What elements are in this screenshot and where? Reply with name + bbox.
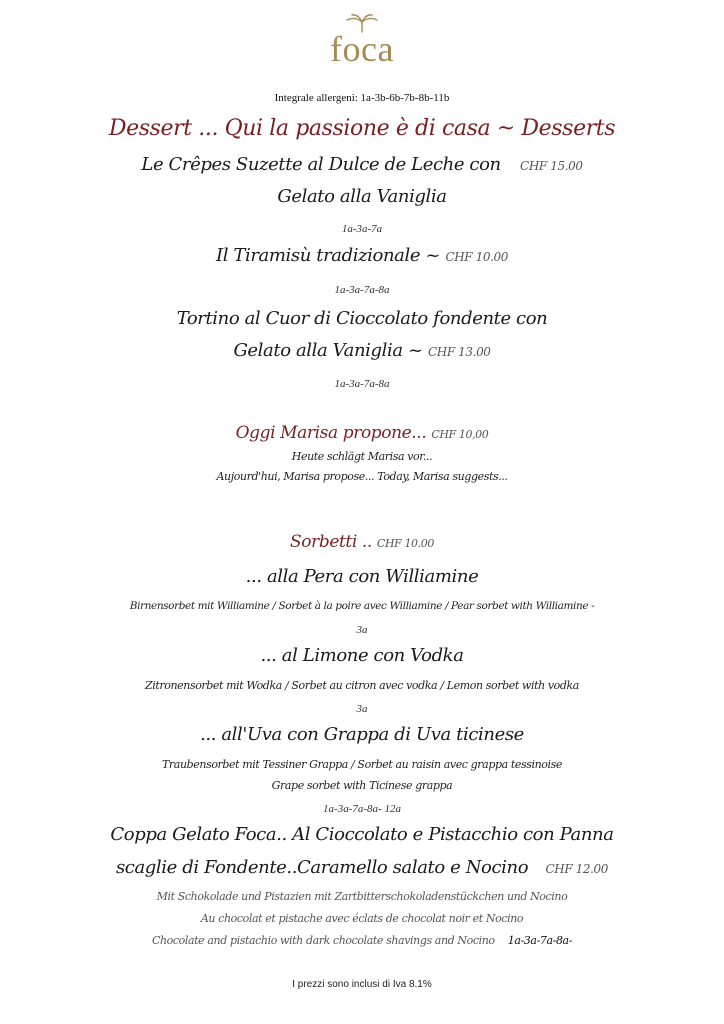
coppa-line-en: [0, 934, 724, 947]
sorbet-limone-translations: Zitronensorbet mit Wodka / Sorbet au citron avec vodka / Lemon sorbet with vodka: [145, 679, 579, 692]
sorbetti-section: [0, 532, 724, 552]
dish-price: CHF 15.00: [520, 159, 583, 173]
allergen-codes: 1a-3a-7a-8a: [334, 284, 390, 296]
coppa-line-fr: Au chocolat et pistache avec éclats de chocolat noir et Nocino: [200, 912, 524, 925]
coppa-line-en-text: Chocolate and pistachio with dark chocolate shavings and Nocino: [151, 934, 495, 947]
sorbet-uva-translations: Traubensorbet mit Tessiner Grappa / Sorbet au raisin avec grappa tessinoise: [162, 758, 562, 771]
dish-name: Il Tiramisù tradizionale ~: [215, 245, 441, 266]
coppa-gelato-foca-line2: [0, 857, 724, 878]
dish-price: CHF 10.00: [445, 250, 508, 264]
allergen-codes: 1a-3a-7a-8a-: [507, 934, 573, 947]
special-price: CHF 10,00: [431, 428, 489, 441]
integrale-allergens: Integrale allergeni: 1a-3b-6b-7b-8b-11b: [274, 92, 450, 104]
allergen-codes: 1a-3a-7a: [341, 223, 383, 235]
allergen-codes: 1a-3a-7a-8a: [334, 378, 390, 390]
sorbetti-price: CHF 10.00: [376, 537, 434, 550]
sorbetti-title: Sorbetti ..: [290, 532, 372, 552]
sorbet-uva: ... all'Uva con Grappa di Uva ticinese: [200, 724, 524, 745]
palm-icon: [330, 28, 394, 70]
coppa-gelato-foca: Coppa Gelato Foca.. Al Cioccolato e Pistacchio con Panna: [110, 824, 614, 845]
logo: [0, 28, 724, 70]
sorbet-pera: ... alla Pera con Williamine: [245, 566, 479, 587]
special-line-fr-en: Aujourd'hui, Marisa propose... Today, Marisa suggests...: [216, 470, 508, 483]
sorbet-pera-translations: Birnensorbet mit Williamine / Sorbet à la poire avec Williamine / Pear sorbet with Williamine -: [129, 600, 595, 612]
sorbet-uva-translations-en: Grape sorbet with Ticinese grappa: [271, 779, 453, 792]
dish-name: scaglie di Fondente..Caramello salato e Nocino: [115, 857, 529, 878]
allergen-codes: 3a: [356, 703, 368, 715]
allergen-codes: 1a-3a-7a-8a- 12a: [323, 803, 401, 815]
dish-name-line2: Gelato alla Vaniglia: [277, 186, 447, 207]
sorbet-limone: ... al Limone con Vodka: [260, 645, 464, 666]
dish-price: CHF 13.00: [428, 345, 491, 359]
special-line-de: Heute schlägt Marisa vor...: [291, 450, 433, 463]
coppa-line-de: Mit Schokolade und Pistazien mit Zartbitterschokoladenstückchen und Nocino: [156, 890, 568, 903]
menu-item-tiramisu: [0, 245, 724, 266]
menu-item-tortino: Tortino al Cuor di Cioccolato fondente con: [176, 308, 548, 329]
dish-price: CHF 12.00: [545, 862, 609, 876]
dish-name: Gelato alla Vaniglia ~: [233, 340, 423, 361]
menu-item-tortino-line2: [0, 340, 724, 361]
menu-item-crepes: [0, 154, 724, 175]
dish-name: Le Crêpes Suzette al Dulce de Leche con: [141, 154, 501, 175]
dessert-section-title: Dessert ... Qui la passione è di casa ~ Desserts: [108, 116, 616, 141]
vat-note: I prezzi sono inclusi di Iva 8.1%: [292, 979, 432, 990]
special-title: Oggi Marisa propone...: [235, 423, 427, 443]
daily-special: [0, 423, 724, 443]
logo-text: foca: [330, 29, 394, 69]
allergen-codes: 3a: [356, 624, 368, 636]
